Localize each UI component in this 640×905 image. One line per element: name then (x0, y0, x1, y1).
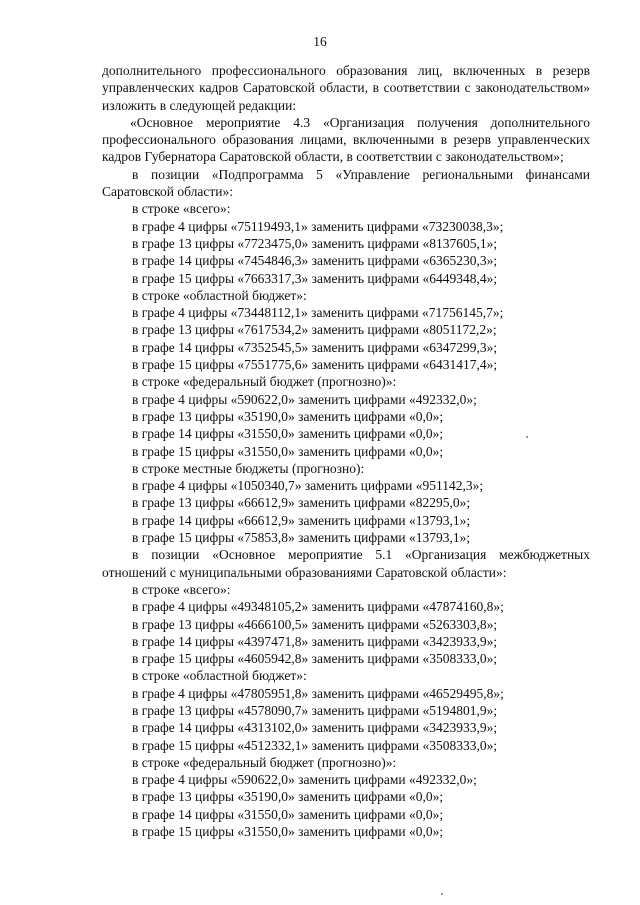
text-line: дополнительного профессионального образования лиц, включенных в резерв (102, 63, 590, 78)
text-line: в графе 15 цифры «31550,0» заменить цифрами «0,0»; (132, 443, 444, 459)
text-line: Саратовской области»: (102, 184, 233, 200)
text-line: в графе 14 цифры «31550,0» заменить цифрами «0,0»; (132, 426, 444, 442)
text-line: в графе 4 цифры «1050340,7» заменить цифрами «951142,3»; (132, 478, 484, 494)
text-line: в графе 13 цифры «7723475,0» заменить цифрами «8137605,1»; (132, 235, 498, 251)
text-line: в графе 4 цифры «590622,0» заменить цифрами «492332,0»; (132, 391, 477, 407)
text-line: отношений с муниципальными образованиями Саратовской области»: (102, 564, 507, 580)
text-line: в графе 13 цифры «4666100,5» заменить цифрами «5263303,8»; (132, 616, 498, 632)
text-line: в графе 14 цифры «31550,0» заменить цифрами «0,0»; (132, 806, 444, 822)
text-line: в графе 14 цифры «4313102,0» заменить цифрами «3423933,9»; (132, 720, 498, 736)
text-line: в графе 4 цифры «590622,0» заменить цифрами «492332,0»; (132, 772, 477, 788)
text-line: в строке «областной бюджет»: (132, 287, 307, 303)
text-line: в строке «всего»: (132, 201, 231, 217)
text-line: изложить в следующей редакции: (102, 97, 297, 113)
text-line: кадров Губернатора Саратовской области, в соответствии с законодательством»; (102, 149, 564, 165)
text-line: в графе 4 цифры «47805951,8» заменить цифрами «46529495,8»; (132, 685, 504, 701)
document-body (102, 62, 590, 840)
text-line: «Основное мероприятие 4.3 «Организация получения дополнительного (130, 114, 590, 130)
text-line: в графе 13 цифры «4578090,7» заменить цифрами «5194801,9»; (132, 702, 498, 718)
text-line: в графе 14 цифры «66612,9» заменить цифрами «13793,1»; (132, 512, 471, 528)
text-line: управленческих кадров Саратовской области, в соответствии с законодательством» (102, 80, 590, 96)
text-line: в графе 15 цифры «7551775,6» заменить цифрами «6431417,4»; (132, 357, 498, 373)
scan-speck (526, 436, 528, 438)
text-line: в графе 15 цифры «4512332,1» заменить цифрами «3508333,0»; (132, 737, 498, 753)
scan-speck (441, 893, 443, 895)
text-line: в графе 4 цифры «75119493,1» заменить цифрами «73230038,3»; (132, 218, 504, 234)
text-line: в позиции «Подпрограмма 5 «Управление региональными финансами (132, 166, 590, 182)
text-line: в графе 15 цифры «4605942,8» заменить цифрами «3508333,0»; (132, 651, 498, 667)
text-line: в строке местные бюджеты (прогнозно): (132, 460, 365, 476)
text-line: в строке «областной бюджет»: (132, 668, 307, 684)
text-line: в графе 15 цифры «7663317,3» заменить цифрами «6449348,4»; (132, 270, 498, 286)
text-line: в графе 15 цифры «75853,8» заменить цифрами «13793,1»; (132, 530, 471, 546)
text-line: профессионального образования лицами, включенными в резерв управленческих (102, 132, 590, 148)
text-line: в графе 14 цифры «7454846,3» заменить цифрами «6365230,3»; (132, 253, 498, 269)
text-line: в строке «всего»: (132, 581, 231, 597)
text-line: в графе 13 цифры «35190,0» заменить цифрами «0,0»; (132, 789, 444, 805)
text-line: в графе 4 цифры «73448112,1» заменить цифрами «71756145,7»; (132, 305, 504, 321)
text-line: в графе 14 цифры «7352545,5» заменить цифрами «6347299,3»; (132, 339, 498, 355)
text-line: в графе 13 цифры «35190,0» заменить цифрами «0,0»; (132, 408, 444, 424)
text-line: в графе 13 цифры «66612,9» заменить цифрами «82295,0»; (132, 495, 471, 511)
text-line: в графе 4 цифры «49348105,2» заменить цифрами «47874160,8»; (132, 599, 504, 615)
text-line: в графе 15 цифры «31550,0» заменить цифрами «0,0»; (132, 824, 444, 840)
page-number: 16 (313, 34, 327, 49)
text-line: в графе 13 цифры «7617534,2» заменить цифрами «8051172,2»; (132, 322, 497, 338)
text-line: в строке «федеральный бюджет (прогнозно)»: (132, 754, 397, 770)
text-line: в строке «федеральный бюджет (прогнозно)»: (132, 374, 397, 390)
text-line: в позиции «Основное мероприятие 5.1 «Организация межбюджетных (132, 547, 590, 563)
text-line: в графе 14 цифры «4397471,8» заменить цифрами «3423933,9»; (132, 633, 498, 649)
